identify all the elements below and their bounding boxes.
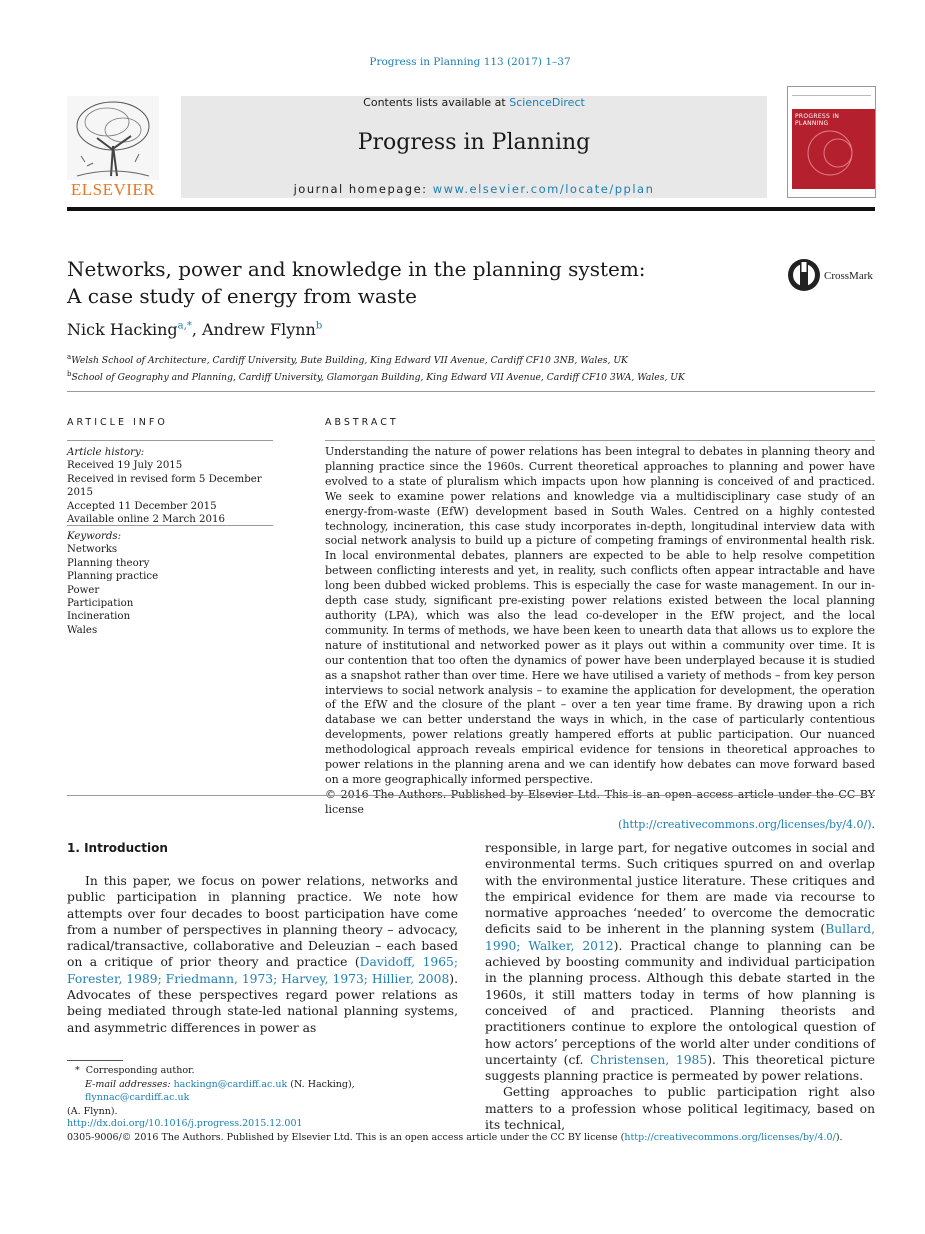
paragraph <box>485 840 875 1084</box>
affiliation-a <box>67 351 875 368</box>
keywords <box>67 530 273 637</box>
journal-cover-thumbnail[interactable] <box>787 86 876 198</box>
keyword-item: Planning theory <box>67 557 150 569</box>
keyword-item: Wales <box>67 624 98 636</box>
keywords-label: Keywords: <box>67 531 122 542</box>
copyright-text: 0305-9006/© 2016 The Authors. Published by Elsevier Ltd. This is an open access article under the CC BY license ( <box>67 1132 625 1143</box>
affil-a-text: Welsh School of Architecture, Cardiff University, Bute Building, King Edward VII Avenue, Cardiff CF10 3NB, Wales, UK <box>71 355 628 367</box>
title-line-1: Networks, power and knowledge in the planning system: <box>67 257 646 281</box>
license-end: . <box>871 817 875 831</box>
email-link-hacking[interactable]: hackingn@cardiff.ac.uk <box>173 1078 288 1090</box>
right-column <box>485 840 875 1133</box>
author-hacking: Nick Hacking <box>67 320 178 339</box>
article-info-heading: ARTICLE INFO <box>67 417 168 428</box>
header-rule <box>67 207 875 211</box>
revised-date: Received in revised form 5 December 2015 <box>67 473 262 499</box>
abstract-heading: ABSTRACT <box>325 417 399 428</box>
abstract-copyright <box>325 788 875 818</box>
crossmark-label: CrossMark <box>824 270 873 282</box>
accepted-date: Accepted 11 December 2015 <box>67 500 217 512</box>
license-line <box>325 818 875 833</box>
affiliations <box>67 351 875 384</box>
copyright-text: license <box>325 802 364 816</box>
divider <box>67 795 875 796</box>
paragraph-text: ). This theoretical picture suggests planning practice is permeated by power relations. <box>485 1052 876 1084</box>
divider <box>325 440 875 441</box>
homepage-prefix: journal homepage: <box>293 182 433 196</box>
bottom-copyright <box>67 1132 843 1143</box>
abstract-body <box>325 445 875 833</box>
footnote-mark: * <box>75 1065 80 1076</box>
footnotes <box>67 1064 458 1118</box>
section-heading: 1. Introduction <box>67 841 168 855</box>
received-date: Received 19 July 2015 <box>67 460 183 472</box>
cover-circles-icon <box>798 125 876 185</box>
citation-link[interactable]: Christensen, 1985 <box>590 1052 708 1067</box>
title-line-2: A case study of energy from waste <box>67 284 417 308</box>
email-note <box>67 1078 458 1105</box>
doi-link[interactable] <box>67 1118 303 1129</box>
sciencedirect-link[interactable]: ScienceDirect <box>509 96 585 109</box>
history-label: Article history: <box>67 447 145 458</box>
paragraph <box>67 873 458 1036</box>
paragraph-text: In this paper, we focus on power relations, networks and public participation in planning practice. We note how attempts over four decades to boost participation have come from a number of perspectives in planning theory – advocacy, radical/transactive, collaborative and Deleuzian – each based on a critique of prior theory and practice ( <box>67 874 458 970</box>
divider <box>67 525 273 526</box>
keyword-item: Participation <box>67 598 134 610</box>
elsevier-wordmark: ELSEVIER <box>70 180 156 199</box>
corresponding-note <box>67 1064 458 1078</box>
homepage-line <box>181 182 767 196</box>
cover-panel <box>792 109 875 189</box>
contents-line <box>181 96 767 109</box>
journal-title: Progress in Planning <box>357 130 591 155</box>
author-separator: , <box>191 320 202 339</box>
email-owner: (A. Flynn). <box>67 1105 118 1117</box>
elsevier-logo <box>67 96 159 200</box>
homepage-link[interactable]: www.elsevier.com/locate/pplan <box>432 182 655 196</box>
divider <box>67 440 273 441</box>
license-link[interactable]: http://creativecommons.org/licenses/by/4.0/ <box>624 1132 836 1143</box>
keyword-item: Planning practice <box>67 571 159 583</box>
license-link[interactable]: (http://creativecommons.org/licenses/by/4.0/) <box>618 817 872 831</box>
left-column <box>67 873 458 1036</box>
divider <box>67 391 875 392</box>
affil-b-text: School of Geography and Planning, Cardiff University, Glamorgan Building, King Edward VII Avenue, Cardiff CF10 3WA, Wales, UK <box>71 371 685 383</box>
keyword-item: Incineration <box>67 611 131 623</box>
paragraph-text: Getting approaches to public participation right also matters to a profession whose political legitimacy, based on its technical, <box>485 1085 875 1133</box>
author-list <box>67 320 322 339</box>
affiliation-b <box>67 368 875 385</box>
online-date: Available online 2 March 2016 <box>67 514 225 526</box>
paragraph-text: ). Practical change to planning can be achieved by boosting community and individual participation in the planning process. Although this debate started in the 1960s, it still matters today in terms of how planning is conceived of and practiced. Planning theorists and practitioners continue to explore the ontological question of how actors’ perceptions of the world alter under conditions of uncertainty (cf. <box>485 938 875 1067</box>
email-link-flynn[interactable]: flynnac@cardiff.ac.uk <box>85 1092 190 1103</box>
keyword-item: Power <box>67 584 100 596</box>
author2-affiliation-mark[interactable]: b <box>315 320 323 332</box>
email-label: E-mail addresses: <box>85 1078 174 1090</box>
affil-b-mark: b <box>67 369 72 378</box>
paragraph-text: responsible, in large part, for negative outcomes in social and environmental terms. Such critiques spurred on and overlap with the environmental justice literature. These critiques and the empirical evidence for them are made via recourse to normative approaches ‘needed’ to overcome the democratic deficits said to be inherent in the planning system ( <box>485 841 875 937</box>
doi-text[interactable]: http://dx.doi.org/10.1016/j.progress.2015.12.001 <box>67 1118 303 1129</box>
email-owner: (N. Hacking), <box>287 1078 355 1090</box>
paragraph <box>485 1084 875 1133</box>
footnote-rule <box>67 1060 123 1061</box>
corresponding-text: Corresponding author. <box>85 1065 195 1076</box>
article-history <box>67 446 273 526</box>
crossmark-badge[interactable] <box>787 258 887 294</box>
citation-link[interactable]: Bullard, 1990; Walker, 2012 <box>485 922 875 953</box>
crossmark-icon <box>787 258 821 292</box>
journal-reference[interactable]: Progress in Planning 113 (2017) 1–37 <box>369 56 571 68</box>
contents-prefix: Contents lists available at <box>363 96 510 109</box>
keyword-item: Networks <box>67 544 118 556</box>
author1-affiliation-mark[interactable]: a,* <box>177 320 192 332</box>
author-flynn: Andrew Flynn <box>201 320 316 339</box>
citation-link[interactable]: Davidoff, 1965; Forester, 1989; Friedmann, 1973; Harvey, 1973; Hillier, 2008 <box>67 955 459 986</box>
cover-title: PROGRESS IN PLANNING <box>795 113 840 127</box>
affil-a-mark: a <box>67 353 72 361</box>
article-title <box>67 256 747 310</box>
copyright-end: ). <box>835 1132 843 1143</box>
paragraph-text: ). Advocates of these perspectives regard power relations as being mediated through state-led national planning systems, and asymmetric differences in power as <box>67 971 458 1035</box>
abstract-text: Understanding the nature of power relations has been integral to debates in planning theory and planning practice since the 1960s. Current theoretical approaches to planning and power have evolved to a state of pluralism which impacts upon how planning is conceived of and practiced. We seek to examine power relations and knowledge via a multidisciplinary case study of an energy-from-waste (EfW) development based in South Wales. Centred on a highly contested technology, incineration, this case study incorporates in-depth, longitudinal interview data with social network analysis to build up a picture of competing framings of environmental health risk. In local environmental debates, planners are expected to be able to help resolve competition between conflicting interests and yet, in reality, such conflicts often appear intractable and have long been dubbed wicked problems. This is especially the case for waste management. In our in-depth case study, significant pre-existing power relations existed between the local planning authority (LPA), which was also the lead co-developer in the EfW project, and the local community. In terms of methods, we have been keen to unearth data that allows us to explore the nature of institutional and networked power as it plays out within a community over time. It is our contention that too often the dynamics of power have been underplayed because it is studied as a snapshot rather than over time. Here we have utilised a variety of methods – from key person interviews to social network analysis – to examine the application for development, the operation of the EfW and the closure of the plant – over a ten year time frame. By drawing upon a rich database we can better understand the ways in which, in the case of particularly contentious developments, power relations greatly hampered efforts at public participation. Our nuanced methodological approach reveals empirical evidence for tensions in theoretical approaches to power relations in the planning arena and we can identify how debates can move forward based on a more geographically informed perspective. <box>325 445 875 786</box>
